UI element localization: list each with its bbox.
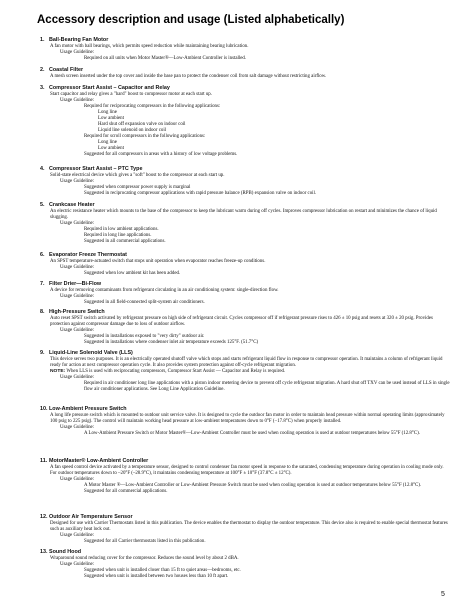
body-text-line: Liquid line solenoid on indoor coil <box>98 128 167 134</box>
section-heading <box>40 458 450 465</box>
body-text-line: Wraparound sound reducing cover for the compressor. Reduces the sound level by about 2 dBA. <box>50 556 239 561</box>
section-number: 13. <box>40 549 48 555</box>
section-liquid-line-solenoid-valve <box>40 350 450 393</box>
usage-guideline-label: Usage Guideline: <box>60 375 95 381</box>
section-number: 5. <box>40 202 45 208</box>
section-number: 4. <box>40 166 45 172</box>
section-sound-hood <box>40 549 450 580</box>
section-body <box>40 316 450 346</box>
section-number: 9. <box>40 350 45 356</box>
usage-guideline-label: Usage Guideline: <box>60 328 95 334</box>
body-text-line: A Low-Ambient Pressure Switch or Motor Master®—Low-Ambient Controller must be used when cooling operation is used at outdoor temperatures below 55°F (12.8°C). <box>84 431 420 437</box>
section-heading <box>40 549 450 556</box>
usage-guideline-label: Usage Guideline: <box>60 50 95 56</box>
usage-guideline-label: Usage Guideline: <box>60 98 95 104</box>
section-title: Sound Hood <box>49 549 82 555</box>
usage-guideline-label: Usage Guideline: <box>60 179 95 185</box>
section-heading <box>40 252 450 259</box>
body-text-line: Suggested for all commercial applications. <box>84 489 168 495</box>
body-text-line: Start capacitor and relay gives a "hard" boost to compressor motor at each start up. <box>50 92 212 97</box>
usage-guideline-label: Usage Guideline: <box>60 562 95 568</box>
section-body <box>40 173 450 197</box>
body-text-line: Suggested when unit is installed closer than 15 ft to quiet areas—bedrooms, etc. <box>84 568 241 574</box>
body-text-line: NOTE: When LLS is used with reciprocating compressors, Compressor Start Assist — Capacitor and Relay is required. <box>50 369 286 375</box>
section-heading <box>40 406 450 413</box>
body-text-line: Suggested when compressor power supply is marginal <box>84 185 191 191</box>
body-text-line: Suggested for all Carrier thermostats listed in this publication. <box>84 539 206 545</box>
body-text-line: An SPST temperature-actuated switch that stops unit operation when evaporator reaches freeze-up conditions. <box>50 259 266 264</box>
body-text-line: Long line <box>98 140 117 146</box>
section-motormaster-controller <box>40 458 450 495</box>
body-text-line: Required in low ambient applications. <box>84 227 159 233</box>
body-text-line: Designed for use with Carrier Thermostats listed in this publication. The device enables the thermostat to display the outdoor temperature. This device also is required to enable special thermostat features such as auxiliary heat lock out. <box>50 521 448 533</box>
section-title: Outdoor Air Temperature Sensor <box>49 514 133 520</box>
section-body <box>40 556 450 580</box>
section-body <box>40 465 450 495</box>
usage-guideline-label: Usage Guideline: <box>60 221 95 227</box>
section-crankcase-heater <box>40 202 450 245</box>
usage-guideline-label: Usage Guideline: <box>60 477 95 483</box>
body-text-line: Required in air conditioner long line applications with a piston indoor metering device to prevent off cycle refrigerant migration. A hard shut off TXV can be used instead of LLS in single flow air conditioner applications. See Long Line Application Guideline. <box>84 381 450 393</box>
body-text-line: This device serves two purposes. It is an electrically operated shutoff valve which stops and starts refrigerant liquid flow in response to compressor operation. It maintains a column of refrigerant liquid ready for action at next compressor operation cycle. It also provides system protection against off-cycle refrigerant migration. <box>50 357 443 369</box>
section-low-ambient-pressure-switch <box>40 406 450 437</box>
section-title: Crankcase Heater <box>49 202 95 208</box>
section-number: 1. <box>40 37 45 43</box>
section-number: 7. <box>40 281 45 287</box>
section-ball-bearing-fan-motor <box>40 37 450 62</box>
section-number: 8. <box>40 309 45 315</box>
section-body <box>40 259 450 277</box>
page-title: Accessory description and usage (Listed alphabetically) <box>37 14 345 26</box>
body-text-line: Suggested in all field-connected split-system air conditioners. <box>84 300 205 306</box>
body-text-line: A fan speed control device activated by a temperature sensor, designed to control condenser fan motor speed in response to the saturated, condensing temperature during operation in cooling mode only. For outdoor temperatures down to –20°F (–28.9°C), it maintains condensing temperature at 100°F ± 10°F (37.8°C ± 12°C). <box>50 465 444 477</box>
section-title: Filter Drier—Bi-Flow <box>49 281 102 287</box>
body-text-line: A Motor Master ®—Low-Ambient Controller or Low-Ambient Pressure Switch must be used when cooling operation is used at outdoor temperatures below 55°F (12.8°C). <box>84 483 422 489</box>
body-text-line: Required for scroll compressors in the following applications: <box>84 134 206 140</box>
body-text-line: Suggested in all commercial applications. <box>84 239 166 245</box>
section-number: 3. <box>40 85 45 91</box>
section-title: Low-Ambient Pressure Switch <box>49 406 127 412</box>
section-body <box>40 413 450 437</box>
body-text-line: A fan motor with ball bearings, which permits speed reduction while maintaining bearing lubrication. <box>50 44 249 49</box>
page-number: 5 <box>441 591 445 598</box>
section-heading <box>40 202 450 209</box>
section-outdoor-air-temp-sensor <box>40 514 450 545</box>
section-start-assist-capacitor <box>40 85 450 159</box>
body-text-line: Long line <box>98 110 117 116</box>
section-start-assist-ptc <box>40 166 450 197</box>
section-body <box>40 288 450 306</box>
section-title: Coastal Filter <box>49 67 84 73</box>
section-title: Evaporator Freeze Thermostat <box>49 252 127 258</box>
section-number: 10. <box>40 406 48 412</box>
section-body <box>40 74 450 80</box>
usage-guideline-label: Usage Guideline: <box>60 425 95 431</box>
section-heading <box>40 37 450 44</box>
section-evaporator-freeze-thermostat <box>40 252 450 277</box>
body-text-line: Suggested for all compressors in areas with a history of low voltage problems. <box>84 152 238 158</box>
body-text-line: Suggested in installations exposed to "very dirty" outdoor air. <box>84 334 205 340</box>
section-heading <box>40 514 450 521</box>
body-text-line: Hard shut off expansion valve on indoor coil <box>98 122 186 128</box>
body-text-line: A device for removing contaminants from refrigerant circulating in an air conditioning system: single-direction flow. <box>50 288 279 293</box>
section-number: 2. <box>40 67 45 73</box>
section-body <box>40 357 450 393</box>
section-filter-drier <box>40 281 450 306</box>
body-text-line: Low ambient <box>98 146 124 152</box>
body-text-line: Suggested when low ambient kit has been added. <box>84 271 181 277</box>
body-text-line: A mesh screen inserted under the top cover and inside the base pan to protect the condenser coil from salt damage without restricting airflow. <box>50 74 327 79</box>
body-text-line: A long life pressure switch which is mounted to outdoor unit service valve. It is designed to cycle the outdoor fan motor in order to maintain head pressure within normal operating limits (approximately 100 psig to 225 psig). The control will maintain working head pressure at low-ambient temperatures down to 0°F (−17.8°C) when properly installed. <box>50 413 445 425</box>
section-heading <box>40 166 450 173</box>
body-text-line: Required in long line applications. <box>84 233 152 239</box>
section-heading <box>40 309 450 316</box>
body-text-line: Auto reset SPST switch activated by refrigerant pressure on high side of refrigerant circuit. Cycles compressor off if refrigerant pressure rises to 426 ± 10 psig and resets at 320 ± 20 psig. Provides protection against compressor damage due to loss of outdoor airflow. <box>50 316 433 328</box>
usage-guideline-label: Usage Guideline: <box>60 294 95 300</box>
section-coastal-filter <box>40 67 450 80</box>
body-text-line: Required for reciprocating compressors in the following applications: <box>84 104 221 110</box>
section-heading <box>40 281 450 288</box>
section-heading <box>40 85 450 92</box>
section-body <box>40 44 450 62</box>
section-title: Liquid-Line Solenoid Valve (LLS) <box>49 350 133 356</box>
section-number: 12. <box>40 514 48 520</box>
body-text-line: An electric resistance heater which mounts to the base of the compressor to keep the lubricant warm during off cycles. Improves compressor lubrication on restart and minimizes the chance of liquid slugging. <box>50 209 437 221</box>
body-text-line: Suggested in installations where condenser inlet air temperature exceeds 125°F. (51.7°C) <box>84 340 259 346</box>
body-text-line: Required on all units when Motor Master®—Low-Ambient Controller is installed. <box>84 56 247 62</box>
section-title: High-Pressure Switch <box>49 309 105 315</box>
body-text-line: Low ambient <box>98 116 124 122</box>
body-text-line: Solid-state electrical device which gives a "soft" boost to the compressor at each start up. <box>50 173 225 178</box>
section-title: Compressor Start Assist – Capacitor and Relay <box>49 85 170 91</box>
body-text-line: Suggested when unit is installed between two houses less than 10 ft apart. <box>84 574 229 580</box>
section-heading <box>40 67 450 74</box>
usage-guideline-label: Usage Guideline: <box>60 533 95 539</box>
section-title: Ball-Bearing Fan Motor <box>49 37 109 43</box>
body-text-line: Suggested in reciprocating compressor applications with rapid pressure balance (RPB) expansion valve on indoor coil. <box>84 191 317 197</box>
section-body <box>40 92 450 159</box>
section-body <box>40 521 450 545</box>
section-title: MotorMaster® Low-Ambient Controller <box>49 458 149 464</box>
section-heading <box>40 350 450 357</box>
section-number: 11. <box>40 458 48 464</box>
section-number: 6. <box>40 252 45 258</box>
section-title: Compressor Start Assist – PTC Type <box>49 166 143 172</box>
section-high-pressure-switch <box>40 309 450 346</box>
usage-guideline-label: Usage Guideline: <box>60 265 95 271</box>
section-body <box>40 209 450 245</box>
